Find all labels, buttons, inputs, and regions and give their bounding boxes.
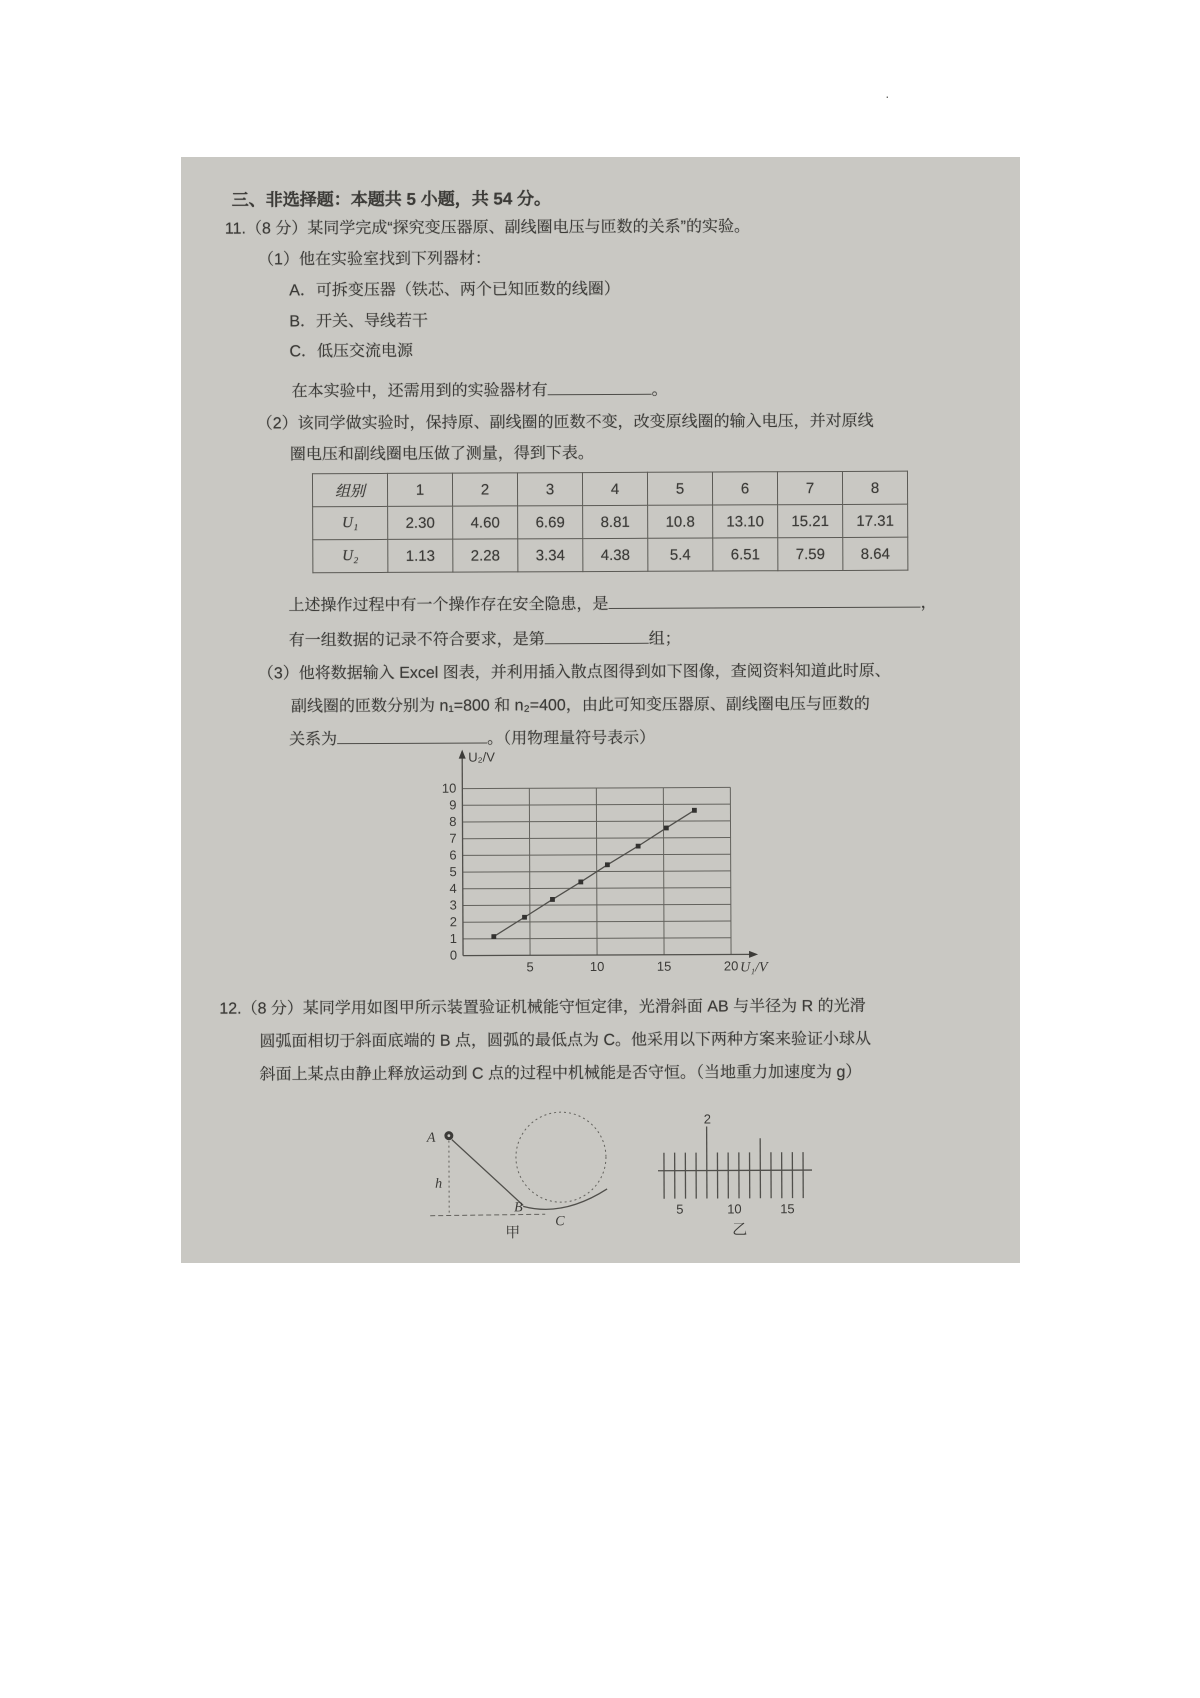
x-tick-label: 15: [656, 958, 672, 974]
data-point: [491, 934, 496, 939]
q11-fill1-pre: 在本实验中，还需用到的实验器材有: [291, 382, 548, 401]
y-tick-label: 2: [449, 914, 457, 930]
arc-bc: [523, 1189, 607, 1209]
q12-line2: 圆弧面相切于斜面底端的 B 点，圆弧的最低点为 C。他采用以下两种方案来验证小球从: [259, 1030, 872, 1051]
data-point: [636, 844, 641, 849]
y-tick-label: 6: [449, 847, 457, 863]
label-a: A: [426, 1130, 436, 1146]
table-cell: 3: [517, 473, 582, 506]
scatter-chart: [421, 742, 782, 979]
q11-item-b: B．开关、导线若干: [289, 312, 429, 331]
q11-blank-group: [545, 630, 649, 644]
q11-safety-post: ，: [920, 594, 937, 612]
table-cell: 5.4: [648, 538, 713, 571]
table-row: [313, 537, 908, 573]
table-cell: 1: [387, 473, 452, 506]
q11-part2-line1: （2）该同学做实验时，保持原、副线圈的匝数不变，改变原线圈的输入电压，并对原线: [256, 412, 874, 433]
stray-speck: ·: [885, 88, 890, 104]
figure-jia-incline-diagram: [417, 1105, 623, 1248]
data-point: [578, 880, 583, 885]
q11-item-c: C．低压交流电源: [289, 342, 414, 361]
y-axis-arrow-icon: [459, 750, 466, 759]
y-tick-label: 7: [449, 830, 457, 846]
q11-stem: 11.（8 分）某同学完成“探究变压器原、副线圈电压与匝数的关系”的实验。: [224, 218, 750, 238]
measurement-table: [312, 471, 908, 574]
table-cell: 1.13: [388, 539, 453, 572]
ruler-label-5: 5: [676, 1201, 684, 1217]
table-cell: 8.81: [583, 505, 648, 538]
label-b: B: [514, 1200, 523, 1216]
table-header-row: [312, 471, 907, 507]
ball-highlight: [447, 1134, 450, 1137]
x-tick-label: 20: [723, 958, 739, 974]
data-point: [605, 862, 610, 867]
table-cell: 4.38: [583, 538, 648, 571]
table-cell: 4.60: [453, 506, 518, 539]
table-row: [313, 504, 908, 540]
y-tick-label: 10: [441, 780, 457, 796]
q12-line3: 斜面上某点由静止释放运动到 C 点的过程中机械能是否守恒。（当地重力加速度为 g）: [259, 1063, 862, 1084]
ruler-label-15: 15: [780, 1201, 795, 1217]
q11-item-a: A．可拆变压器（铁芯、两个已知匝数的线圈）: [289, 280, 620, 300]
table-cell: 2.28: [453, 539, 518, 572]
y-tick-label: 1: [449, 930, 458, 946]
y-tick-label: 9: [449, 797, 457, 813]
table-cell: 10.8: [648, 505, 713, 538]
table-cell: 6.51: [713, 538, 778, 571]
y-tick-label: 5: [449, 864, 457, 880]
q11-fill1-post: 。: [651, 381, 668, 399]
incline-line: [452, 1139, 523, 1205]
q11-part3-line1: （3）他将数据输入 Excel 图表，并利用插入散点图得到如下图像，查阅资料知道此时原、: [257, 662, 891, 683]
q11-part3-line2: 副线圈的匝数分别为 n₁=800 和 n₂=400，由此可知变压器原、副线圈电压与匝数的: [290, 695, 870, 716]
y-tick-label: 8: [449, 814, 457, 830]
q11-blank-apparatus: [548, 381, 652, 395]
label-jia: 甲: [505, 1224, 521, 1242]
data-point: [692, 808, 697, 813]
page-content: [179, 155, 1023, 1265]
ruler-ticks: [664, 1126, 803, 1199]
figure-yi-ruler: [642, 1109, 828, 1245]
dotted-circle: [516, 1112, 606, 1202]
table-cell: 4: [582, 472, 647, 505]
ground-dashed-line: [430, 1214, 545, 1216]
table-cell: 8.64: [843, 537, 908, 570]
data-point: [664, 826, 669, 831]
data-point: [550, 897, 555, 902]
x-axis: [463, 954, 752, 955]
table-cell: 2.30: [388, 506, 453, 539]
table-cell: U₂: [313, 539, 388, 572]
q11-fill1: [292, 377, 668, 402]
q11-part2-line2: 圈电压和副线圈电压做了测量，得到下表。: [289, 445, 594, 464]
label-c: C: [555, 1214, 565, 1230]
y-axis-title: U₂/V: [468, 749, 495, 765]
q12-line1: 12.（8 分）某同学用如图甲所示装置验证机械能守恒定律，光滑斜面 AB 与半径为 R 的光滑: [219, 997, 866, 1018]
label-yi: 乙: [732, 1221, 748, 1239]
q11-relation-pre: 关系为: [289, 731, 338, 749]
q11-group-post: 组；: [648, 630, 681, 648]
table-cell: 组别: [312, 473, 387, 506]
x-tick-label: 10: [589, 958, 605, 975]
ruler-baseline: [658, 1170, 812, 1171]
table-cell: 17.31: [843, 504, 908, 537]
table-cell: 3.34: [518, 539, 583, 572]
gridline-v: [529, 788, 530, 955]
label-h: h: [435, 1176, 443, 1192]
q11-safety-line: [288, 590, 936, 616]
y-axis: [462, 756, 463, 956]
table-cell: 7.59: [778, 537, 843, 570]
x-tick-label: 5: [526, 959, 534, 975]
q11-blank-safety: [609, 594, 921, 609]
table-cell: 6.69: [518, 506, 583, 539]
table-cell: 8: [842, 471, 907, 504]
x-axis-title: U₁/V: [740, 960, 768, 976]
y-tick-label: 0: [449, 947, 458, 963]
q11-safety-pre: 上述操作过程中有一个操作存在安全隐患，是: [288, 595, 609, 615]
table-cell: 5: [647, 472, 712, 505]
gridline-v: [663, 788, 664, 955]
q11-part1-label: （1）他在实验室找到下列器材：: [257, 250, 491, 269]
y-tick-label: 4: [449, 880, 457, 896]
q11-blank-relation: [337, 729, 487, 744]
scanned-exam-page: [181, 157, 1020, 1263]
table-cell: 15.21: [778, 504, 843, 537]
gridline-v: [730, 787, 731, 954]
table-cell: U₁: [313, 506, 388, 539]
table-cell: 13.10: [713, 505, 778, 538]
y-tick-label: 3: [449, 897, 457, 913]
table-cell: 6: [712, 472, 777, 505]
q11-relation-post: 。（用物理量符号表示）: [487, 729, 656, 748]
ruler-top-label: 2: [703, 1111, 712, 1127]
data-point: [522, 915, 527, 920]
table-cell: 7: [777, 471, 842, 504]
ruler-label-10: 10: [727, 1201, 742, 1217]
x-axis-arrow-icon: [749, 951, 758, 958]
q11-group-line: [289, 626, 681, 651]
section-header: 三、非选择题：本题共 5 小题，共 54 分。: [231, 189, 552, 210]
q11-group-pre: 有一组数据的记录不符合要求，是第: [288, 631, 545, 650]
table-cell: 2: [452, 473, 517, 506]
